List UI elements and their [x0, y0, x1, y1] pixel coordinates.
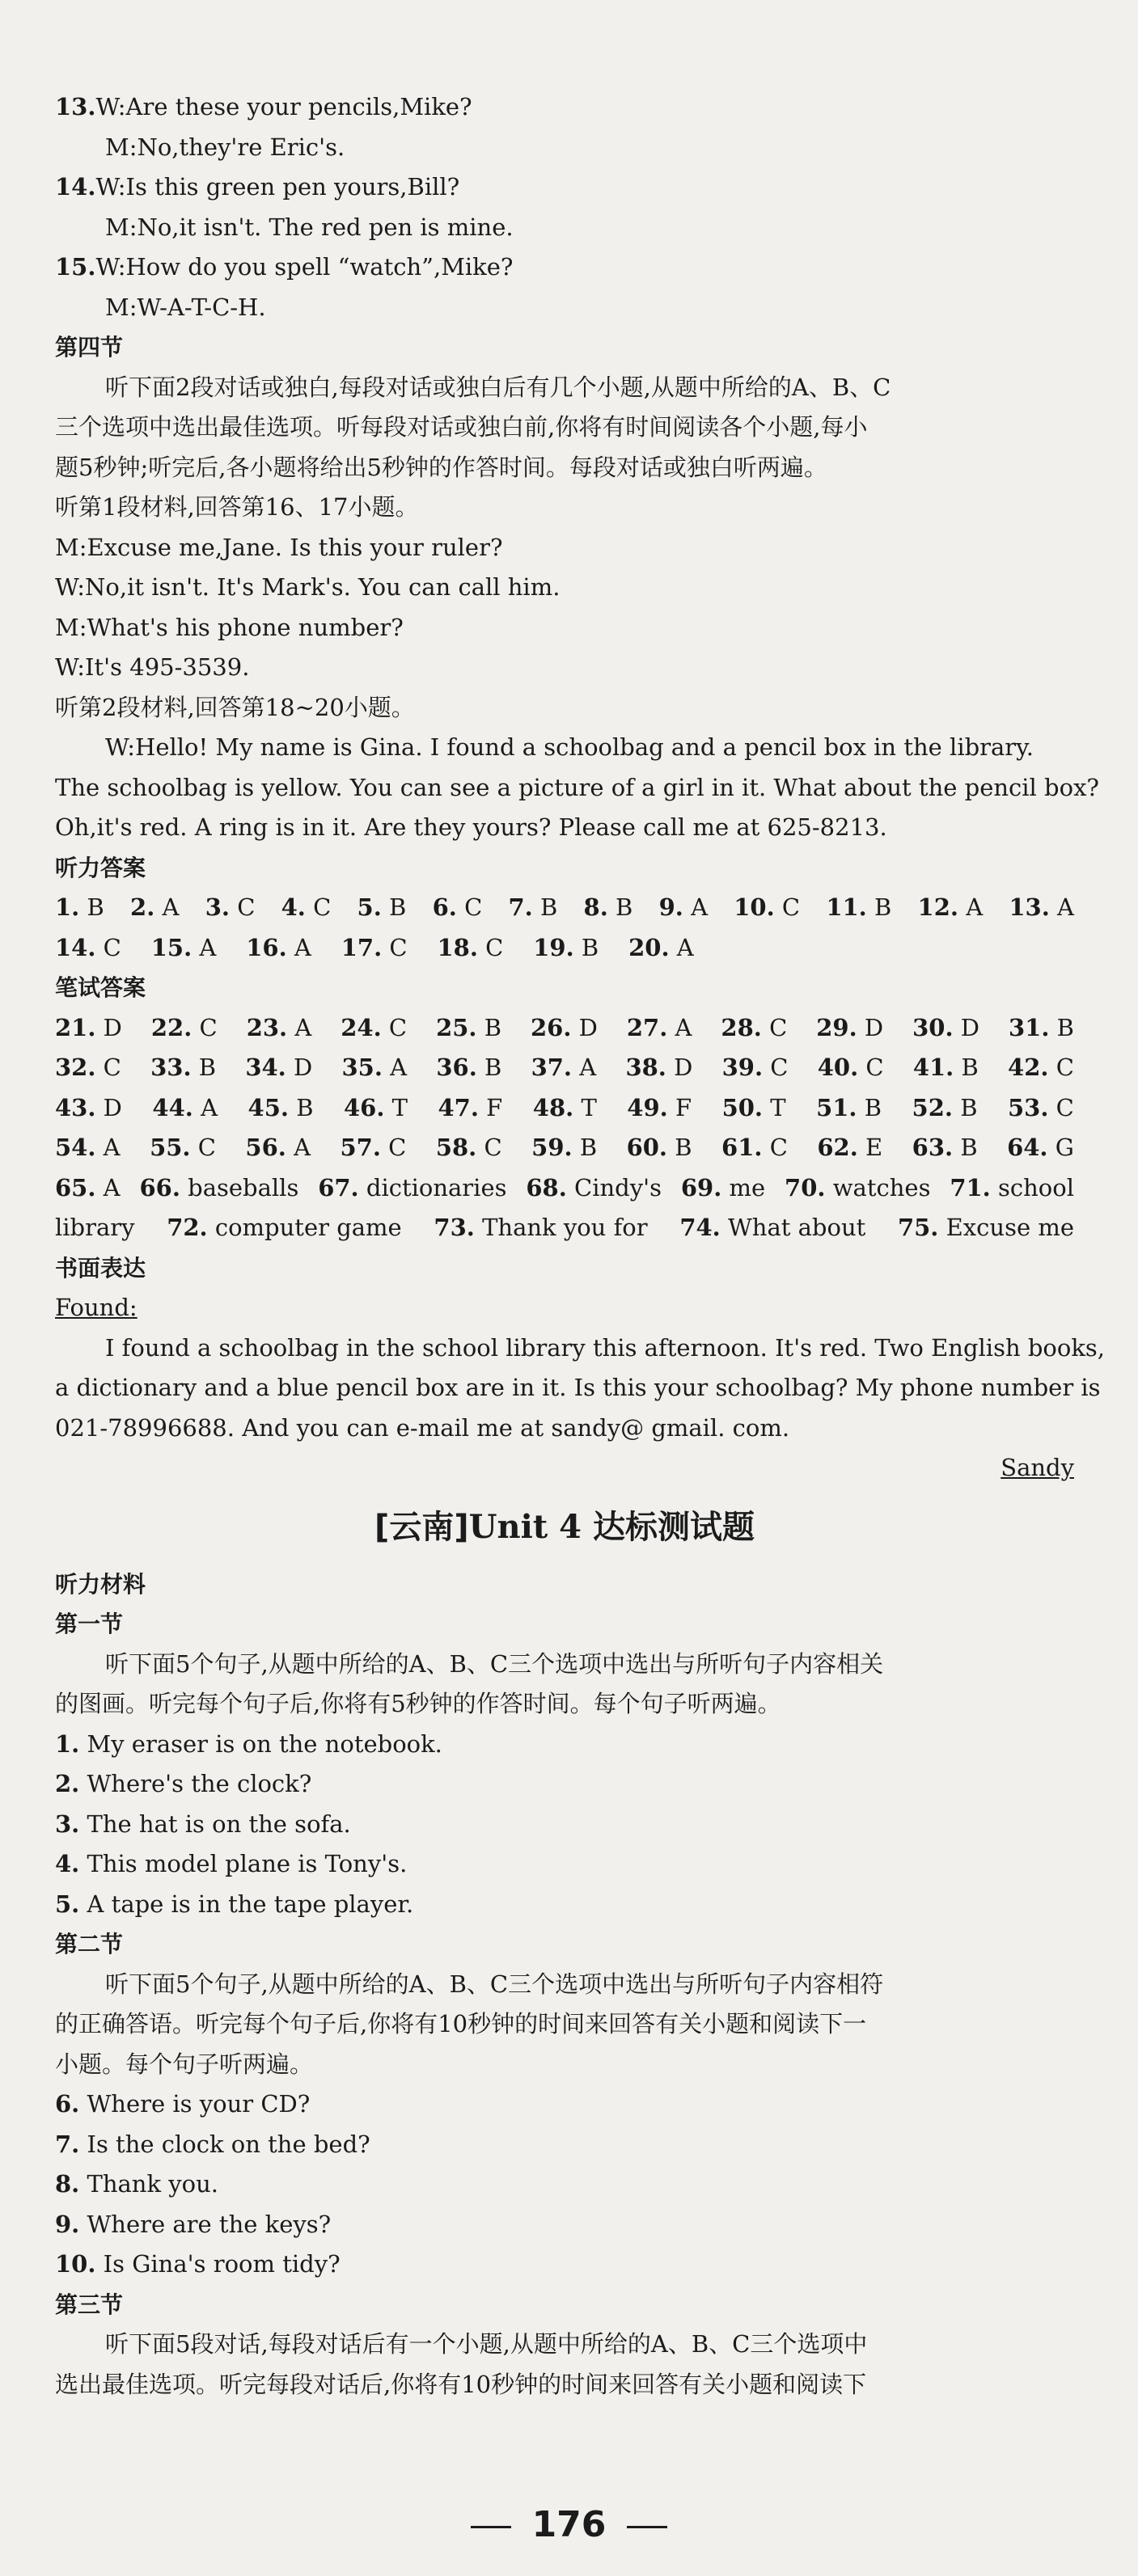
answer-item: 19. B [533, 933, 599, 961]
intro-line: 三个选项中选出最佳选项。听每段对话或独白前,你将有时间阅读各个小题,每小 [55, 413, 868, 441]
list-item: 9. Where are the keys? [55, 2210, 332, 2238]
item-number: 13. [55, 93, 96, 120]
answer-item: 50. T [721, 1093, 786, 1121]
answer-row [55, 1128, 1074, 1168]
unit-title [55, 1495, 1074, 1560]
answer-item: 28. C [721, 1013, 788, 1041]
answer-item: 63. B [912, 1134, 978, 1161]
dialog-line: W:Are these your pencils,Mike? [95, 93, 472, 120]
part3-heading: 第三节 [55, 2291, 124, 2318]
list-item: 6. Where is your CD? [55, 2090, 311, 2118]
answer-item: 55. C [150, 1134, 216, 1161]
answer-item: 75. Excuse me [897, 1214, 1074, 1241]
answer-item: 11. B [826, 893, 892, 921]
unit-region: [云南] [374, 1508, 469, 1546]
dialog-line: M:What's his phone number? [55, 613, 404, 641]
answer-item: 52. B [912, 1093, 978, 1121]
dialog-15 [55, 247, 1074, 327]
answer-item: 36. B [436, 1054, 502, 1081]
answer-item: 51. B [816, 1093, 882, 1121]
list-item: 4. This model plane is Tony's. [55, 1850, 408, 1877]
answer-item: 44. A [152, 1093, 218, 1121]
answer-item: 35. A [341, 1054, 408, 1081]
part2-heading: 第二节 [55, 1931, 124, 1957]
answer-item: 32. C [55, 1054, 121, 1081]
item-number: 14. [55, 173, 96, 201]
unit-number: Unit 4 [468, 1507, 582, 1546]
answer-item: 16. A [246, 933, 311, 961]
list-item: 5. A tape is in the tape player. [55, 1890, 414, 1918]
list-item: 2. Where's the clock? [55, 1770, 312, 1797]
answer-item: 67. dictionaries [318, 1173, 507, 1201]
dash-right [627, 2526, 667, 2528]
answer-item: 14. C [55, 933, 121, 961]
answer-item: 59. B [531, 1134, 598, 1161]
answer-item: 30. D [912, 1013, 980, 1041]
list-item: 8. Thank you. [55, 2170, 219, 2198]
answer-item: 68. Cindy's [526, 1173, 662, 1201]
material-heading: 听力材料 [55, 1570, 146, 1598]
dialog-line: M:W-A-T-C-H. [105, 293, 266, 321]
answer-row [55, 1008, 1074, 1049]
answer-item: 53. C [1008, 1093, 1074, 1121]
answer-item: 40. C [817, 1054, 884, 1081]
answer-item: 73. Thank you for [434, 1214, 648, 1241]
answer-item: 69. me [680, 1173, 766, 1201]
part1-heading: 第一节 [55, 1611, 124, 1637]
answer-item: 71. school [950, 1173, 1074, 1201]
answer-item: 56. A [245, 1134, 311, 1161]
answer-row [55, 888, 1074, 928]
answer-item: 10. C [734, 893, 801, 921]
answer-item: 72. computer game [167, 1214, 402, 1241]
material-title: 听第1段材料,回答第16、17小题。 [55, 493, 419, 521]
answer-item: library [55, 1214, 135, 1241]
answer-item: 61. C [721, 1134, 788, 1161]
answer-row [55, 928, 1074, 969]
list-item: 1. My eraser is on the notebook. [55, 1729, 442, 1758]
item-number: 15. [55, 253, 96, 281]
list-item: 10. Is Gina's room tidy? [55, 2250, 341, 2278]
intro-line: 听下面5个句子,从题中所给的A、B、C三个选项中选出与所听句子内容相关 [105, 1649, 884, 1678]
answer-item: 20. A [628, 933, 694, 961]
answer-item: 23. A [246, 1013, 312, 1041]
section-intro [55, 368, 1074, 488]
answer-item: 49. F [627, 1093, 692, 1121]
dialog-14 [55, 167, 1074, 247]
written-answers-heading: 笔试答案 [55, 974, 146, 1001]
answer-item: 33. B [150, 1054, 217, 1081]
dialog-line: W:No,it isn't. It's Mark's. You can call him. [55, 573, 561, 601]
answer-item: 31. B [1008, 1013, 1074, 1041]
intro-line: 听下面2段对话或独白,每段对话或独白后有几个小题,从题中所给的A、B、C [105, 373, 891, 401]
answer-item: 29. D [816, 1013, 884, 1041]
intro-line: 听下面5段对话,每段对话后有一个小题,从题中所给的A、B、C三个选项中 [105, 2330, 868, 2358]
page-number: 176 [0, 2505, 1138, 2545]
answer-item: 37. A [531, 1054, 597, 1081]
answer-item: 70. watches [785, 1173, 931, 1201]
dialog-line: W:Is this green pen yours,Bill? [95, 173, 460, 201]
intro-line: 选出最佳选项。听完每段对话后,你将有10秒钟的时间来回答有关小题和阅读下 [55, 2370, 867, 2398]
writing-line: I found a schoolbag in the school library this afternoon. It's red. Two English books, [105, 1333, 1105, 1362]
answer-item: 9. A [658, 893, 709, 921]
answer-item: 39. C [721, 1054, 789, 1081]
material-title: 听第2段材料,回答第18~20小题。 [55, 693, 415, 721]
answer-item: 2. A [130, 893, 180, 921]
answer-item: 15. A [150, 933, 217, 961]
dash-left [471, 2526, 511, 2528]
answer-item: 41. B [912, 1054, 979, 1081]
found-label: Found: [55, 1294, 137, 1321]
answer-item: 5. B [357, 893, 407, 921]
answer-item: 24. C [341, 1013, 408, 1041]
answer-item: 54. A [55, 1134, 121, 1161]
monologue-line: Oh,it's red. A ring is in it. Are they yours? Please call me at 625-8213. [55, 813, 887, 841]
dialog-line: W:It's 495-3539. [55, 653, 250, 681]
answer-item: 62. E [817, 1134, 883, 1161]
answer-item: 38. D [625, 1054, 693, 1081]
answer-row [55, 1048, 1074, 1088]
writing-line: a dictionary and a blue pencil box are in it. Is this your schoolbag? My phone number is [55, 1374, 1101, 1401]
answer-item: 4. C [281, 893, 332, 921]
monologue-line: W:Hello! My name is Gina. I found a schoolbag and a pencil box in the library. [105, 733, 1034, 761]
answer-item: 6. C [432, 893, 483, 921]
answer-item: 34. D [245, 1054, 313, 1081]
answer-item: 1. B [55, 893, 104, 921]
intro-line: 的图画。听完每个句子后,你将有5秒钟的作答时间。每个句子听两遍。 [55, 1690, 781, 1717]
content-column [55, 87, 1105, 2405]
answer-item: 47. F [438, 1093, 503, 1121]
answer-item: 27. A [626, 1013, 692, 1041]
answer-item: 17. C [341, 933, 408, 961]
writing-line: 021-78996688. And you can e-mail me at sandy@ gmail. com. [55, 1413, 790, 1442]
answer-item: 43. D [55, 1093, 122, 1121]
intro-line: 的正确答语。听完每个句子后,你将有10秒钟的时间来回答有关小题和阅读下一 [55, 2010, 867, 2038]
answer-item: 60. B [626, 1134, 692, 1161]
answer-item: 46. T [344, 1093, 408, 1121]
intro-line: 听下面5个句子,从题中所给的A、B、C三个选项中选出与所听句子内容相符 [105, 1970, 884, 1998]
monologue-line: The schoolbag is yellow. You can see a picture of a girl in it. What about the pencil box? [55, 773, 1099, 801]
writing-heading: 书面表达 [55, 1254, 146, 1282]
answer-item: 74. What about [679, 1214, 866, 1241]
answer-item: 21. D [55, 1013, 122, 1041]
listening-answers-heading: 听力答案 [55, 854, 146, 881]
answer-item: 42. C [1008, 1054, 1074, 1081]
answer-item: 25. B [436, 1013, 502, 1041]
answer-item: 26. D [530, 1013, 598, 1041]
answer-row [55, 1088, 1074, 1129]
answer-item: 66. baseballs [139, 1173, 299, 1201]
section-heading: 第四节 [55, 334, 124, 361]
dialog-line: M:Excuse me,Jane. Is this your ruler? [55, 533, 503, 561]
answer-item: 18. C [437, 933, 504, 961]
answer-row [55, 1208, 1074, 1248]
intro-line: 题5秒钟;听完后,各小题将给出5秒钟的作答时间。每段对话或独白听两遍。 [55, 453, 827, 481]
dialog-line: W:How do you spell “watch”,Mike? [95, 253, 514, 281]
answer-item: 12. A [917, 893, 984, 921]
list-item: 3. The hat is on the sofa. [55, 1810, 351, 1838]
answer-item: 8. B [583, 893, 633, 921]
dialog-13 [55, 87, 1074, 167]
intro-line: 小题。每个句子听两遍。 [55, 2050, 314, 2078]
answer-item: 64. G [1007, 1134, 1074, 1161]
dialog-line: M:No,it isn't. The red pen is mine. [105, 213, 514, 241]
answer-item: 58. C [435, 1134, 502, 1161]
answer-item: 7. B [508, 893, 558, 921]
answer-row [55, 1168, 1074, 1209]
answer-item: 22. C [150, 1013, 218, 1041]
answer-item: 45. B [247, 1093, 314, 1121]
answer-item: 13. A [1009, 893, 1074, 921]
answer-item: 65. A [55, 1173, 121, 1201]
answer-item: 48. T [532, 1093, 597, 1121]
unit-name: 达标测试题 [592, 1508, 755, 1546]
answer-item: 3. C [205, 893, 256, 921]
answer-item: 57. C [340, 1134, 407, 1161]
signature: Sandy [1001, 1454, 1074, 1481]
dialog-line: M:No,they're Eric's. [105, 133, 345, 161]
list-item: 7. Is the clock on the bed? [55, 2130, 370, 2158]
